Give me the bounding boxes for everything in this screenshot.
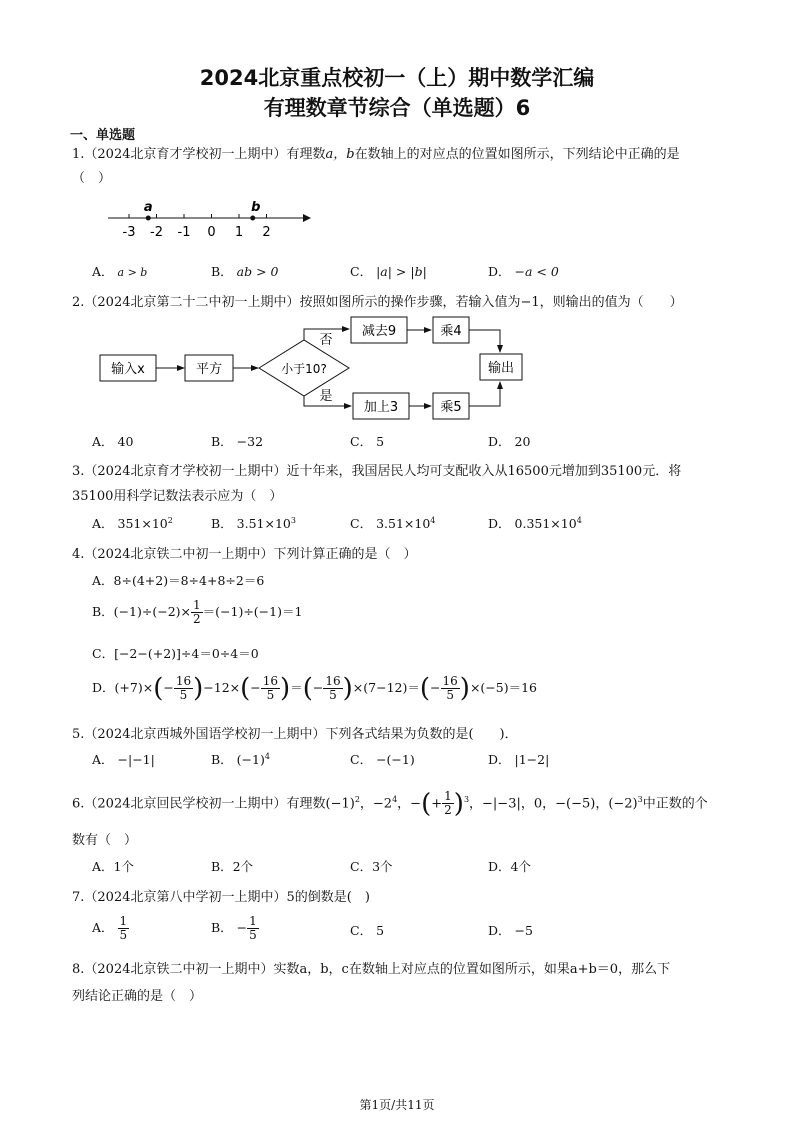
q2-stem: 2.（2024北京第二十二中初一上期中）按照如图所示的操作步骤，若输入值为−1，则输出的值为（ ） — [72, 295, 683, 310]
q2-option-d[interactable]: D． 20 — [488, 434, 531, 449]
q1-option-c[interactable]: C． |a| > |b| — [350, 264, 427, 279]
q2-option-c[interactable]: C． 5 — [350, 434, 385, 449]
q7-option-d[interactable]: D． −5 — [488, 923, 533, 938]
q1-option-a[interactable]: A． a > b — [92, 264, 148, 279]
q7-option-c[interactable]: C． 5 — [350, 923, 385, 938]
flow-input: 输入x — [111, 362, 145, 377]
q1-tick-label-3: 0 — [207, 225, 216, 240]
q1-number-line — [105, 200, 315, 242]
q7-option-b[interactable]: B． − $\frac{1}{5}$ — [211, 914, 257, 942]
q1-point-a — [146, 216, 151, 221]
flow-plus3: 加上3 — [363, 400, 399, 415]
q3-stem-1: 3.（2024北京育才学校初一上期中）近十年来，我国居民人均可支配收入从16500元增加到35100元．将 — [72, 464, 682, 479]
q1-tick-label-5: 2 — [262, 225, 271, 240]
q3-stem-2: 35100用科学记数法表示应为（ ） — [72, 489, 283, 504]
flow-times4: 乘4 — [440, 324, 462, 339]
q2-option-a[interactable]: A． 40 — [92, 434, 134, 449]
flow-times5: 乘5 — [440, 400, 462, 415]
q5-option-c[interactable]: C． −(−1) — [350, 752, 415, 767]
q1-tick-label-0: -3 — [122, 225, 136, 240]
q5-stem: 5.（2024北京西城外国语学校初一上期中）下列各式结果为负数的是( )． — [72, 727, 518, 742]
flow-minus9: 减去9 — [361, 324, 397, 339]
page-footer: 第1页/共11页 — [359, 1098, 435, 1112]
q6-stem: 6.（2024北京回民学校初一上期中）有理数$(-1)^2$，$-2^4$，−(+ $\frac{1}{2}$ )$^3$，−|−3|，0，−(−5)，$(-2)^3$中正数的个 — [72, 788, 708, 819]
q1-tick-label-2: -1 — [177, 225, 191, 240]
q1-tick-label-4: 1 — [234, 225, 244, 240]
q4-option-c[interactable]: C．[−2−(+2)]÷4＝0÷4＝0 — [92, 646, 259, 661]
q2-option-b[interactable]: B． −32 — [211, 434, 264, 449]
q1-stem: 1.（2024北京育才学校初一上期中）有理数a，b在数轴上的对应点的位置如图所示，下列结论中正确的是 — [72, 147, 680, 162]
q1-option-d[interactable]: D． −a < 0 — [488, 264, 559, 279]
q3-option-b[interactable]: B． $3.51\times 10^3$ — [211, 515, 296, 531]
title-line-2: 有理数章节综合（单选题）6 — [263, 96, 531, 120]
q7-option-a[interactable]: A． $\frac{1}{5}$ — [92, 914, 128, 942]
q3-option-c[interactable]: C． $3.51\times 10^4$ — [350, 515, 436, 531]
q5-option-b[interactable]: B． $(-1)^4$ — [211, 751, 270, 767]
q3-option-a[interactable]: A． $351\times 10^2$ — [92, 515, 173, 531]
q8-stem-1: 8.（2024北京铁二中初一上期中）实数a，b，c在数轴上对应点的位置如图所示，如果a+b＝0，那么下 — [72, 962, 671, 977]
flow-no: 否 — [319, 333, 333, 348]
q1-tick-label-1: -2 — [150, 225, 163, 240]
q1-option-b[interactable]: B． ab > 0 — [211, 264, 279, 279]
flow-decision: 小于10? — [281, 362, 327, 376]
q8-stem-2: 列结论正确的是（ ） — [72, 989, 203, 1004]
flow-output: 输出 — [487, 361, 515, 376]
section-heading: 一、单选题 — [70, 128, 136, 143]
q1-label-a: a — [143, 200, 153, 215]
q4-option-a[interactable]: A．8÷(4+2)＝8÷4+8÷2＝6 — [92, 573, 265, 588]
q5-option-d[interactable]: D． |1−2| — [488, 752, 550, 767]
q6-option-c[interactable]: C．3个 — [350, 859, 393, 874]
q5-option-a[interactable]: A． −|−1| — [92, 752, 155, 767]
q4-option-b[interactable]: B．(−1)÷(−2)× $\frac{1}{2}$ ＝(−1)÷(−1)＝1 — [92, 598, 303, 626]
title-line-1: 2024北京重点校初一（上）期中数学汇编 — [199, 66, 595, 90]
q6-option-b[interactable]: B．2个 — [211, 859, 254, 874]
q4-option-d[interactable]: D．(+7)×(− $\frac{16}{5}$ )−12×(− $\frac{16}{5}$ )＝(− $\frac{16}{5}$ )×(7−12)＝(− $\frac{16}{5}$ )×(−5)＝16 — [92, 673, 537, 704]
q7-stem: 7.（2024北京第八中学初一上期中）5的倒数是( ) — [72, 890, 370, 905]
q6-stem-2: 数有（ ） — [72, 833, 138, 848]
flow-yes: 是 — [319, 389, 333, 404]
q6-option-a[interactable]: A．1个 — [92, 859, 134, 874]
q1-label-b: b — [251, 200, 261, 215]
q4-stem: 4.（2024北京铁二中初一上期中）下列计算正确的是（ ） — [72, 547, 417, 562]
flow-square: 平方 — [195, 362, 223, 377]
q1-stem-paren: （ ） — [72, 171, 112, 186]
q6-option-d[interactable]: D．4个 — [488, 859, 531, 874]
q1-point-b — [250, 216, 255, 221]
q3-option-d[interactable]: D． $0.351\times 10^4$ — [488, 515, 582, 531]
q2-flowchart — [95, 314, 535, 424]
